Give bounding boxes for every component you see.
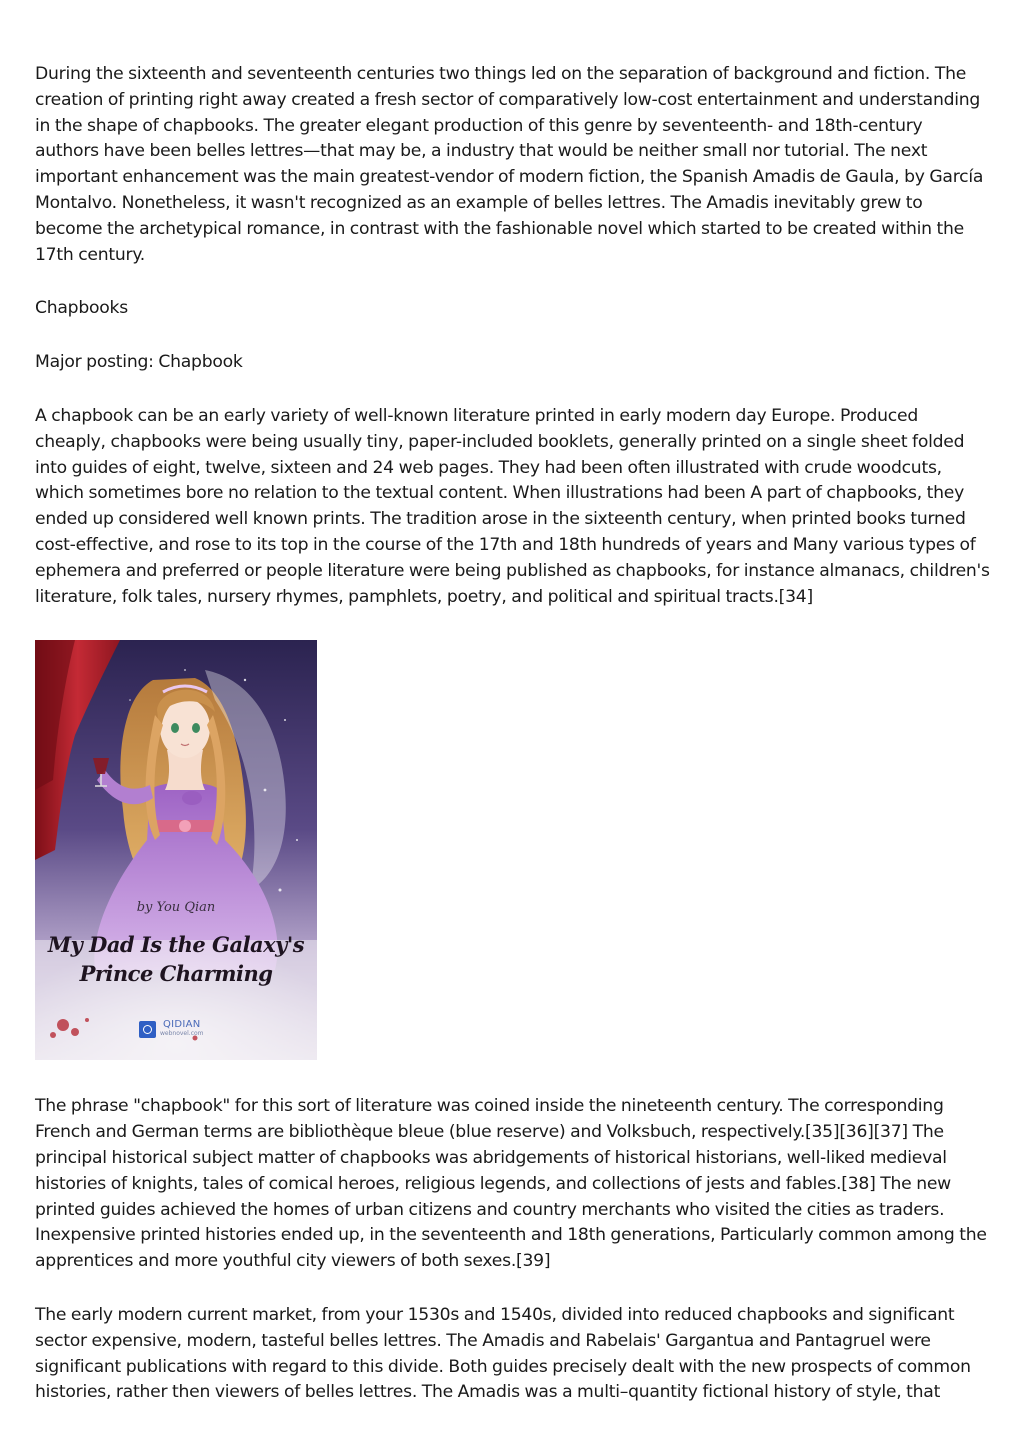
paragraph-chapbook-definition: A chapbook can be an early variety of well-known literature printed in early modern day Europe. Produced cheaply, chapbooks were being usually tiny, paper-included booklets, generally printed on a single sheet folded into guides of eight, twelve, sixteen and 24 web pages. They had been often illustrated with crude woodcuts, which sometimes bore no relation to the textual content. When illustrations had been A part of chapbooks, they ended up considered well known prints. The tradition arose in the sixteenth century, when printed books turned cost-effective, and rose to its top in the course of the 17th and 18th hundreds of years and Many various types of ephemera and preferred or people literature were being published as chapbooks, for instance almanacs, children's literature, folk tales, nursery rhymes, pamphlets, poetry, and political and spiritual tracts.[34] bbox=[35, 405, 990, 607]
main-article-link[interactable]: Major posting: Chapbook bbox=[35, 352, 243, 373]
cover-book-title: My Dad Is the Galaxy's Prince Charming bbox=[47, 932, 305, 987]
publisher-text bbox=[160, 1020, 204, 1038]
cover-illustration bbox=[35, 640, 317, 1060]
article bbox=[35, 62, 990, 1406]
paragraph-early-market: The early modern current market, from your 1530s and 1540s, divided into reduced chapbooks and significant sector expensive, modern, tasteful belles lettres. The Amadis and Rabelais' Gargantua and Pantagruel were significant publications with regard to this divide. Both guides precisely dealt with the new prospects of common histories, rather then viewers of belles lettres. The Amadis was a multi–quantity fictional history of style, that bbox=[35, 1304, 971, 1403]
publisher-site: webnovel.com bbox=[160, 1030, 204, 1038]
paragraph-intro: During the sixteenth and seventeenth centuries two things led on the separation of background and fiction. The creation of printing right away created a fresh sector of comparatively low-cost entertainment and understanding in the shape of chapbooks. The greater elegant production of this genre by seventeenth- and 18th-century authors have been belles lettres—that may be, a industry that would be neither small nor tutorial. The next important enhancement was the main greatest-vendor of modern fiction, the Spanish Amadis de Gaula, by García Montalvo. Nonetheless, it wasn't recognized as an example of belles lettres. The Amadis inevitably grew to become the archetypical romance, in contrast with the fashionable novel which started to be created within the 17th century. bbox=[35, 64, 984, 265]
cover-author-byline: by You Qian bbox=[136, 900, 216, 916]
paragraph-chapbook-history: The phrase "chapbook" for this sort of literature was coined inside the nineteenth century. The corresponding French and German terms are bibliothèque bleue (blue reserve) and Volksbuch, respectively.[35][36][37] The principal historical subject matter of chapbooks was abridgements of historical historians, well-liked medieval histories of knights, tales of comical heroes, religious legends, and collections of jests and fables.[38] The new printed guides achieved the homes of urban citizens and country merchants who visited the cities as traders. Inexpensive printed histories ended up, in the seventeenth and 18th generations, Particularly common among the apprentices and more youthful city viewers of both sexes.[39] bbox=[35, 1096, 987, 1272]
publisher-name: QIDIAN bbox=[162, 1019, 201, 1031]
cover-publisher-badge bbox=[139, 1020, 204, 1038]
book-cover-image bbox=[35, 640, 317, 1060]
section-heading: Chapbooks bbox=[35, 298, 128, 319]
qidian-logo-icon bbox=[139, 1021, 156, 1038]
